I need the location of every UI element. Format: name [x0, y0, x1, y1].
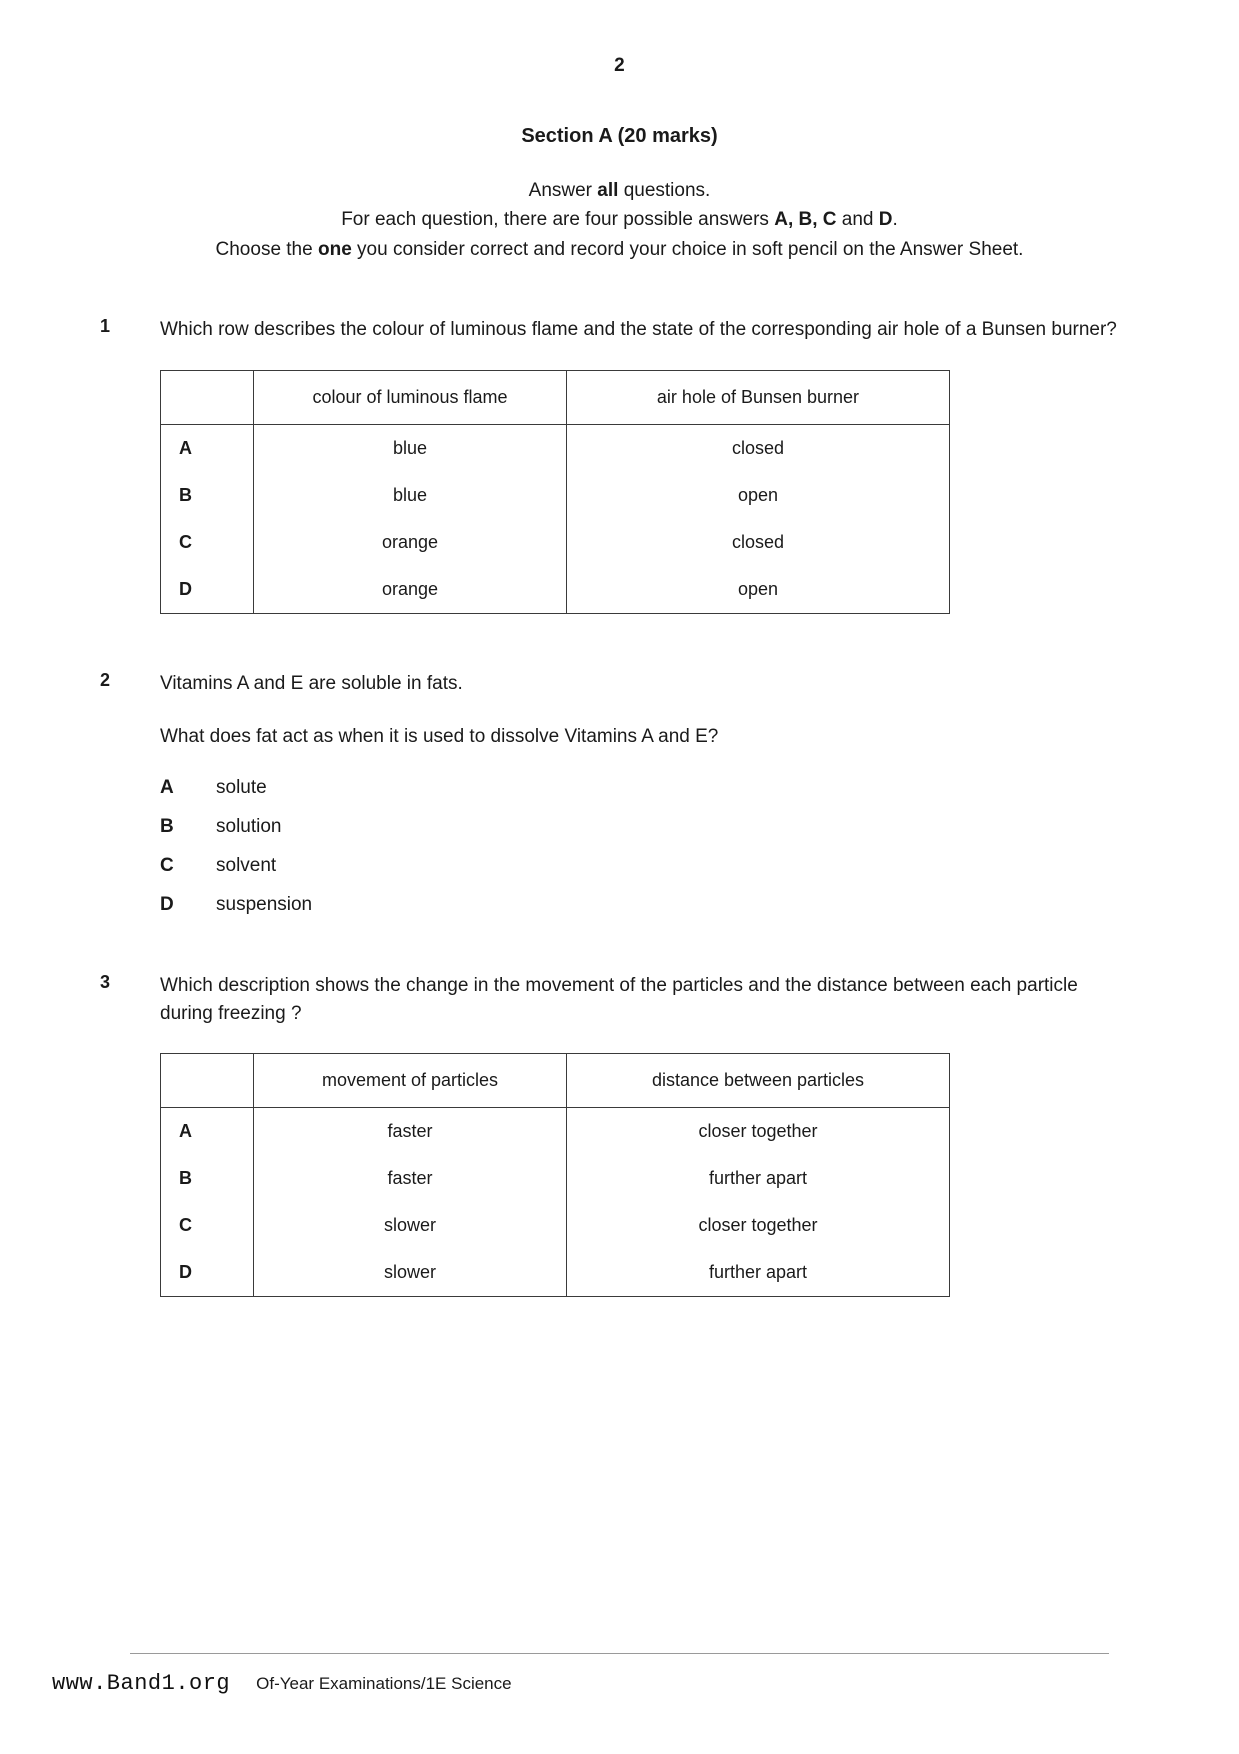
- table-cell: orange: [254, 519, 567, 566]
- table-header-row: [161, 370, 950, 424]
- question-3-number: 3: [100, 971, 111, 992]
- option-b-letter: B: [160, 815, 174, 837]
- question-1-number: 1: [100, 316, 111, 337]
- table-row[interactable]: [161, 1155, 950, 1202]
- table-header-cell-1: colour of luminous flame: [254, 370, 567, 424]
- instruction-2-bold: A, B, C: [774, 209, 837, 231]
- question-2-text: Vitamins A and E are soluble in fats.: [160, 672, 463, 694]
- table-header-row: [161, 1054, 950, 1108]
- question-3-text: Which description shows the change in the movement of the particles and the distance between each particle during freezing ?: [160, 974, 1078, 1024]
- option-c-label: solvent: [216, 854, 277, 876]
- option-b[interactable]: [160, 816, 1129, 838]
- instruction-1-post: questions.: [618, 180, 711, 201]
- table-cell: closed: [567, 519, 950, 566]
- table-row-label: B: [161, 472, 254, 519]
- table-cell: further apart: [567, 1249, 950, 1297]
- option-b-label: solution: [216, 815, 282, 837]
- instruction-line-2: [0, 205, 1239, 234]
- table-header-cell-2: distance between particles: [567, 1054, 950, 1108]
- instruction-2-mid: and: [836, 209, 879, 231]
- table-cell: faster: [254, 1155, 567, 1202]
- table-row[interactable]: [161, 1202, 950, 1249]
- table-row[interactable]: [161, 1108, 950, 1156]
- option-c[interactable]: [160, 855, 1129, 877]
- option-d-letter: D: [160, 893, 174, 915]
- table-cell: closer together: [567, 1202, 950, 1249]
- table-row-label: C: [161, 1202, 254, 1249]
- question-2-options: [160, 777, 1129, 916]
- option-a-label: solute: [216, 776, 267, 798]
- question-1-text: Which row describes the colour of luminous flame and the state of the corresponding air hole of a Bunsen burner?: [160, 319, 1117, 341]
- table-row-label: D: [161, 566, 254, 614]
- table-cell: faster: [254, 1108, 567, 1156]
- question-3-table: [160, 1053, 950, 1297]
- table-row-label: C: [161, 519, 254, 566]
- page-number: 2: [614, 55, 625, 76]
- option-d[interactable]: [160, 894, 1129, 916]
- table-header-cell-1: movement of particles: [254, 1054, 567, 1108]
- table-row[interactable]: [161, 1249, 950, 1297]
- table-cell: orange: [254, 566, 567, 614]
- section-title: Section A (20 marks): [521, 125, 718, 147]
- option-d-label: suspension: [216, 893, 313, 915]
- instruction-3-bold: one: [317, 238, 352, 260]
- option-a-letter: A: [160, 776, 174, 798]
- table-row-label: D: [161, 1249, 254, 1297]
- table-row[interactable]: [161, 472, 950, 519]
- footer-divider: [130, 1653, 1109, 1654]
- question-2-number: 2: [100, 669, 111, 690]
- watermark-url: www.Band1.org: [52, 1671, 231, 1696]
- table-cell: closed: [567, 424, 950, 472]
- table-cell: slower: [254, 1249, 567, 1297]
- table-cell: open: [567, 472, 950, 519]
- table-cell: open: [567, 566, 950, 614]
- footer-exam-label: Of-Year Examinations/1E Science: [256, 1674, 512, 1693]
- table-header-cell-2: air hole of Bunsen burner: [567, 370, 950, 424]
- instruction-1-bold: all: [597, 180, 619, 201]
- question-1: [100, 316, 1129, 614]
- instruction-3-post: you consider correct and record your choice in soft pencil on the Answer Sheet.: [351, 238, 1024, 260]
- instruction-2-bold2: D: [878, 209, 893, 231]
- table-cell: closer together: [567, 1108, 950, 1156]
- table-row-label: A: [161, 1108, 254, 1156]
- table-cell: further apart: [567, 1155, 950, 1202]
- question-2: [100, 670, 1129, 916]
- instruction-2-post: .: [892, 209, 898, 231]
- question-1-table: [160, 370, 950, 614]
- table-row[interactable]: [161, 424, 950, 472]
- table-cell: blue: [254, 424, 567, 472]
- option-c-letter: C: [160, 854, 174, 876]
- instruction-line-3: [0, 235, 1239, 264]
- option-a[interactable]: [160, 777, 1129, 799]
- question-3: [100, 972, 1129, 1297]
- table-header-cell-0: [161, 1054, 254, 1108]
- table-cell: blue: [254, 472, 567, 519]
- instruction-line-1: [0, 176, 1239, 205]
- instruction-2-pre: For each question, there are four possible answers: [341, 209, 775, 231]
- instruction-3-pre: Choose the: [215, 238, 318, 260]
- table-header-cell-0: [161, 370, 254, 424]
- question-2-text-2: What does fat act as when it is used to dissolve Vitamins A and E?: [160, 726, 719, 748]
- table-row-label: B: [161, 1155, 254, 1202]
- table-cell: slower: [254, 1202, 567, 1249]
- page-footer: [0, 1671, 1239, 1696]
- section-instructions: [0, 176, 1239, 264]
- table-row[interactable]: [161, 519, 950, 566]
- table-row-label: A: [161, 424, 254, 472]
- instruction-1-pre: Answer: [528, 180, 598, 201]
- table-row[interactable]: [161, 566, 950, 614]
